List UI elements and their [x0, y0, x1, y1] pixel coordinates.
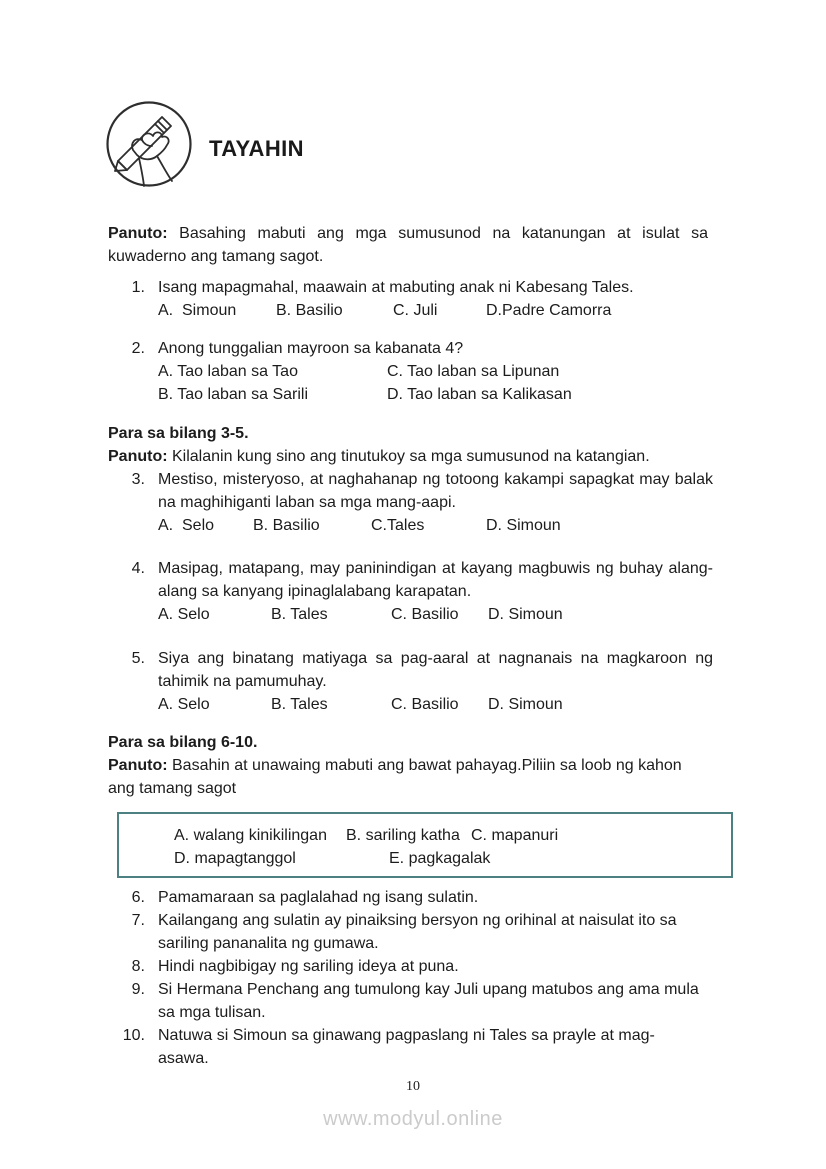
options-row: [158, 299, 826, 322]
general-instructions: [108, 222, 708, 268]
question-number: 6.: [131, 889, 145, 906]
option-d: D. Tao laban sa Kalikasan: [387, 386, 572, 403]
question-text: Si Hermana Penchang ang tumulong kay Juli upang matubos ang ama mula sa mga tulisan.: [158, 981, 699, 1021]
question-number: 7.: [131, 912, 145, 929]
choices-row: [174, 824, 731, 847]
section-instructions-3-5: [108, 445, 708, 468]
panuto-text: Basahing mabuti ang mga sumusunod na katanungan at isulat sa kuwaderno ang tamang sagot.: [108, 225, 709, 265]
option-d: D.Padre Camorra: [486, 302, 612, 319]
section-heading-3-5: Para sa bilang 3-5.: [108, 425, 249, 442]
options-row: [158, 383, 826, 406]
question-number: 2.: [131, 340, 145, 357]
option-a: A. Selo: [158, 696, 210, 713]
question-9: [108, 978, 826, 1024]
question-1: [108, 276, 826, 322]
option-c: C.Tales: [371, 517, 425, 534]
header: [105, 100, 304, 188]
question-number: 5.: [131, 650, 145, 667]
question-text: Pamamaraan sa paglalahad ng isang sulatin.: [158, 889, 479, 906]
question-10: [108, 1024, 826, 1070]
question-text: Siya ang binatang matiyaga sa pag-aaral at nagnanais na magkaroon ng tahimik na pamumuhay.: [158, 650, 713, 690]
question-text: Natuwa si Simoun sa ginawang pagpaslang ni Tales sa prayle at mag-asawa.: [158, 1027, 655, 1067]
question-5: [108, 647, 826, 716]
answer-choices-box: [117, 812, 733, 878]
panuto-label: Panuto:: [108, 225, 168, 242]
choice-b: B. sariling katha: [346, 827, 460, 844]
option-b: B. Tales: [271, 606, 328, 623]
option-c: C. Basilio: [391, 606, 459, 623]
question-text: Anong tunggalian mayroon sa kabanata 4?: [158, 340, 464, 357]
choices-row: [174, 847, 731, 870]
panuto-label: Panuto:: [108, 448, 168, 465]
option-b: B. Tao laban sa Sarili: [158, 386, 309, 403]
options-row: [158, 514, 826, 537]
option-c: C. Basilio: [391, 696, 459, 713]
watermark: www.modyul.online: [323, 1108, 503, 1130]
section-heading-6-10: Para sa bilang 6-10.: [108, 734, 258, 751]
question-7: [108, 909, 826, 955]
option-d: D. Simoun: [486, 517, 561, 534]
question-number: 8.: [131, 958, 145, 975]
option-c: C. Juli: [393, 302, 438, 319]
option-b: B. Basilio: [253, 517, 320, 534]
choice-a: A. walang kinikilingan: [174, 827, 327, 844]
question-number: 3.: [131, 471, 145, 488]
option-c: C. Tao laban sa Lipunan: [387, 363, 560, 380]
panuto-text: Basahin at unawaing mabuti ang bawat pahayag.Piliin sa loob ng kahon ang tamang sagot: [108, 757, 682, 797]
option-a: A. Selo: [158, 517, 215, 534]
question-text: Isang mapagmahal, maawain at mabuting anak ni Kabesang Tales.: [158, 279, 634, 296]
question-4: [108, 557, 826, 626]
page-number: 10: [406, 1079, 420, 1094]
question-8: [108, 955, 826, 978]
choice-e: E. pagkagalak: [389, 850, 491, 867]
question-text: Hindi nagbibigay ng sariling ideya at puna.: [158, 958, 459, 975]
option-d: D. Simoun: [488, 606, 563, 623]
option-b: B. Tales: [271, 696, 328, 713]
options-row: [158, 360, 826, 383]
question-number: 1.: [131, 279, 145, 296]
question-6: [108, 886, 826, 909]
writing-hand-icon: [105, 100, 193, 188]
panuto-label: Panuto:: [108, 757, 168, 774]
section-instructions-6-10: [108, 754, 708, 800]
option-b: B. Basilio: [276, 302, 343, 319]
option-a: A. Simoun: [158, 302, 237, 319]
question-text: Masipag, matapang, may paninindigan at kayang magbuwis ng buhay alang-alang sa kanyang ipinaglalabang karapatan.: [158, 560, 713, 600]
options-row: [158, 693, 826, 716]
panuto-text: Kilalanin kung sino ang tinutukoy sa mga sumusunod na katangian.: [172, 448, 650, 465]
option-d: D. Simoun: [488, 696, 563, 713]
question-number: 9.: [131, 981, 145, 998]
option-a: A. Tao laban sa Tao: [158, 363, 298, 380]
option-a: A. Selo: [158, 606, 210, 623]
choice-d: D. mapagtanggol: [174, 850, 296, 867]
question-2: [108, 337, 826, 406]
question-text: Kailangang ang sulatin ay pinaiksing bersyon ng orihinal at naisulat ito sa sariling pananalita ng gumawa.: [158, 912, 677, 952]
question-3: [108, 468, 826, 537]
choice-c: C. mapanuri: [471, 827, 559, 844]
question-number: 10.: [122, 1027, 145, 1044]
page-title: TAYAHIN: [209, 135, 304, 161]
question-text: Mestiso, misteryoso, at naghahanap ng totoong kakampi sapagkat may balak na maghihiganti laban sa mga mang-aapi.: [158, 471, 713, 511]
options-row: [158, 603, 826, 626]
question-number: 4.: [131, 560, 145, 577]
